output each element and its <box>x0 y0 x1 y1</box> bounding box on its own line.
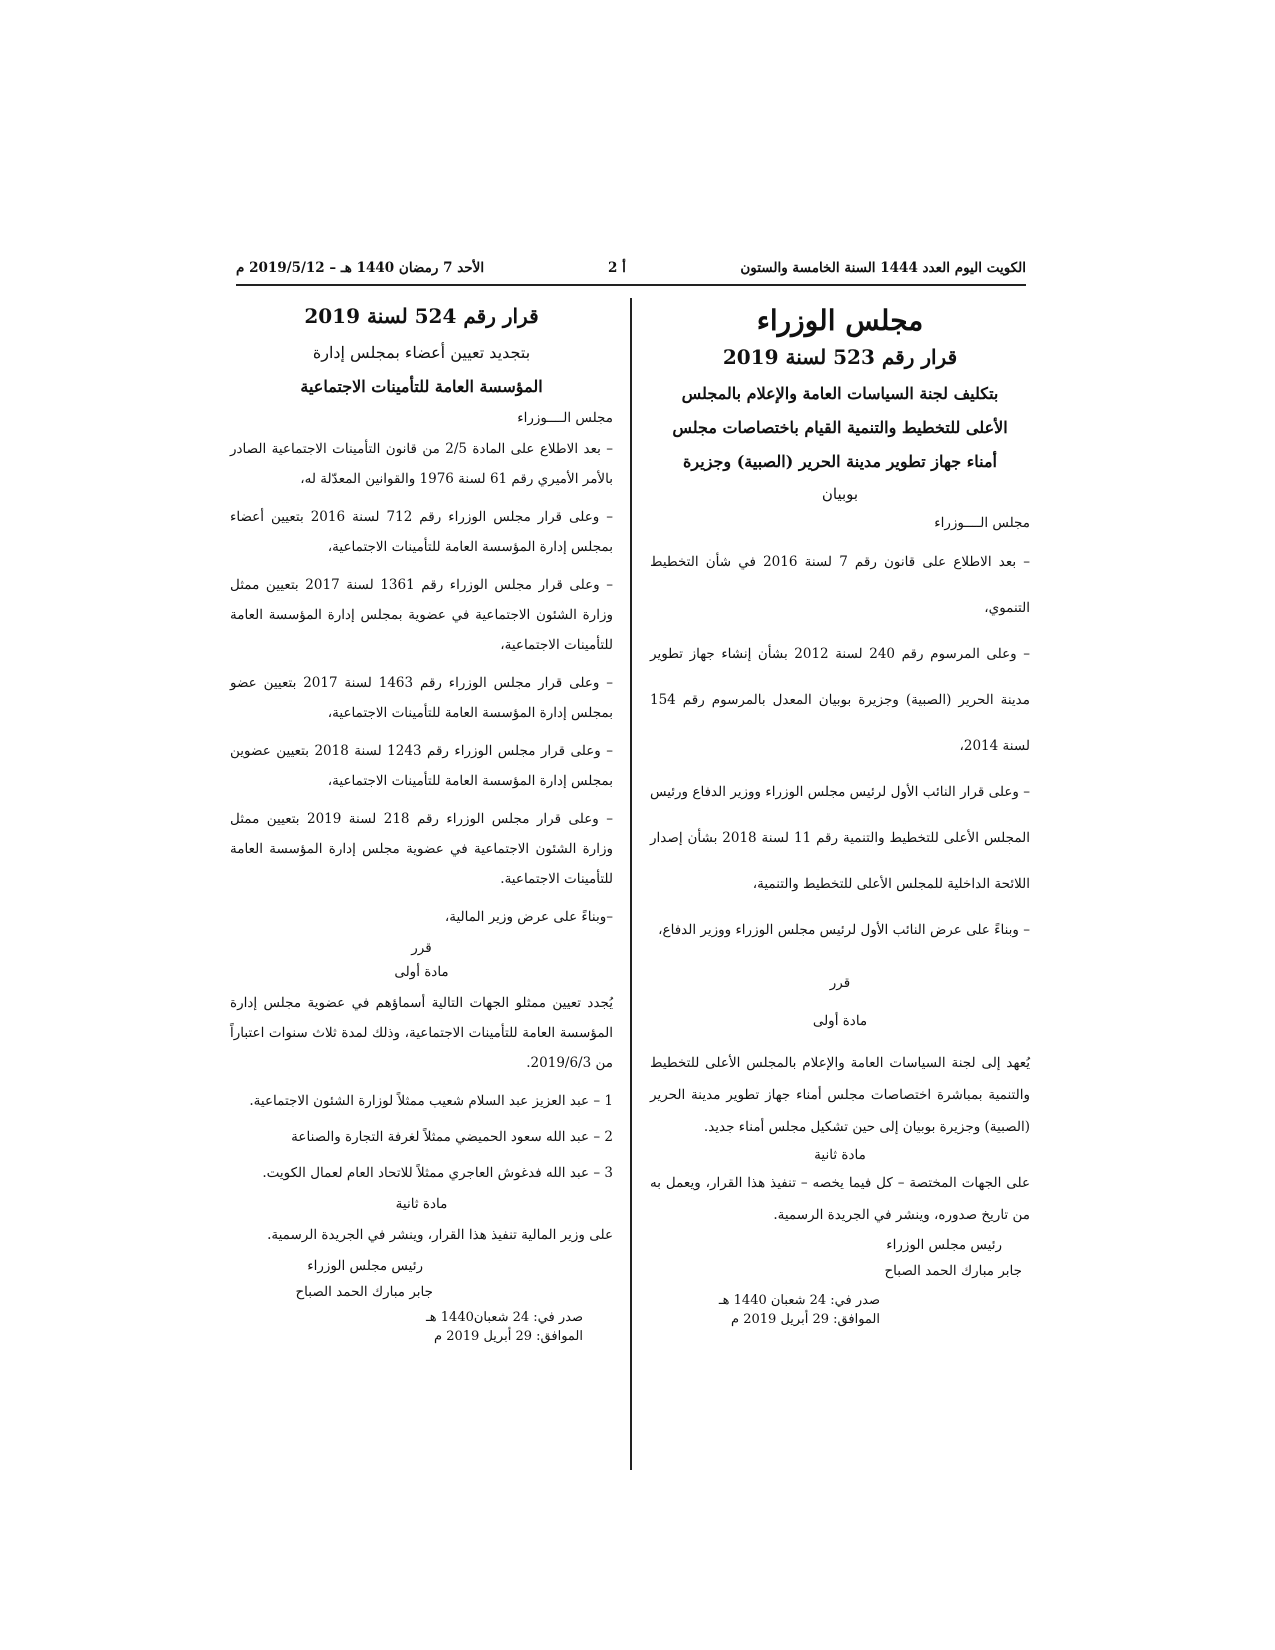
decided-label: قرر <box>829 975 851 991</box>
corresponding-date: الموافق: 29 أبريل 2019 م <box>731 1312 880 1327</box>
article-heading: مادة أولى <box>394 964 449 980</box>
decree-subject-line: المؤسسة العامة للتأمينات الاجتماعية <box>300 377 543 396</box>
article-text: على الجهات المختصة – كل فيما يخصه – تنفيذ هذا القرار، ويعمل به من تاريخ صدوره، وينشر في الجريدة الرسمية. <box>650 1175 1030 1223</box>
gazette-issue: الكويت اليوم العدد 1444 السنة الخامسة والستون <box>740 260 1026 276</box>
preamble: –وبناءً على عرض وزير المالية، <box>444 909 613 925</box>
council-label: مجلس الــــوزراء <box>934 515 1030 531</box>
preamble: – وعلى قرار مجلس الوزراء رقم 1463 لسنة 2017 بتعيين عضو بمجلس إدارة المؤسسة العامة للتأمينات الاجتماعية، <box>230 675 613 721</box>
preamble: – وعلى قرار النائب الأول لرئيس مجلس الوزراء ووزير الدفاع ورئيس المجلس الأعلى للتخطيط والتنمية رقم 11 لسنة 2018 بشأن إصدار اللائحة الداخلية للمجلس الأعلى للتخطيط والتنمية، <box>650 784 1031 892</box>
column-divider <box>630 298 632 1470</box>
decree-title: قرار رقم 524 لسنة 2019 <box>304 304 539 328</box>
preamble: – وعلى قرار مجلس الوزراء رقم 1361 لسنة 2017 بتعيين ممثل وزارة الشئون الاجتماعية في عضوية بمجلس إدارة المؤسسة العامة للتأمينات الاجتماعية، <box>230 577 613 653</box>
page-header <box>236 258 1026 282</box>
signer-name: جابر مبارك الحمد الصباح <box>884 1263 1022 1279</box>
signer-title: رئيس مجلس الوزراء <box>307 1258 423 1274</box>
article-heading: مادة ثانية <box>814 1147 866 1163</box>
preamble: – وعلى قرار مجلس الوزراء رقم 218 لسنة 2019 بتعيين ممثل وزارة الشئون الاجتماعية في عضوية مجلس إدارة المؤسسة العامة للتأمينات الاجتماعية. <box>230 811 613 887</box>
decree-subject-line: أمناء جهاز تطوير مدينة الحرير (الصبية) وجزيرة <box>683 452 997 471</box>
preamble: – وعلى قرار مجلس الوزراء رقم 712 لسنة 2016 بتعيين أعضاء بمجلس إدارة المؤسسة العامة للتأمينات الاجتماعية، <box>230 509 613 555</box>
article-heading: مادة أولى <box>812 1013 868 1029</box>
preamble: – بعد الاطلاع على قانون رقم 7 لسنة 2016 في شأن التخطيط التنموي، <box>650 554 1030 616</box>
signer-title: رئيس مجلس الوزراء <box>886 1237 1002 1253</box>
issued-date: صدر في: 24 شعبان1440 هـ <box>425 1310 583 1325</box>
article-text: على وزير المالية تنفيذ هذا القرار، وينشر في الجريدة الرسمية. <box>267 1227 613 1243</box>
header-rule <box>236 284 1026 286</box>
corresponding-date: الموافق: 29 أبريل 2019 م <box>434 1329 583 1344</box>
member-entry: 1 – عبد العزيز عبد السلام شعيب ممثلاً لوزارة الشئون الاجتماعية. <box>249 1093 613 1109</box>
left-column <box>230 300 613 1348</box>
decree-subject-line: بوبيان <box>821 485 859 503</box>
preamble: – وعلى المرسوم رقم 240 لسنة 2012 بشأن إنشاء جهاز تطوير مدينة الحرير (الصبية) وجزيرة بوبيان المعدل بالمرسوم رقم 154 لسنة 2014، <box>650 646 1031 754</box>
issue-date: الأحد 7 رمضان 1440 هـ – 2019/5/12 م <box>236 260 485 276</box>
member-entry: 3 – عبد الله فدغوش العاجري ممثلاً للاتحاد العام لعمال الكويت. <box>262 1165 613 1181</box>
preamble: – بعد الاطلاع على المادة 2/5 من قانون التأمينات الاجتماعية الصادر بالأمر الأميري رقم 61 لسنة 1976 والقوانين المعدّلة له، <box>230 441 613 487</box>
decree-subject-line: بتجديد تعيين أعضاء بمجلس إدارة <box>312 343 531 362</box>
article-text: يُعهد إلى لجنة السياسات العامة والإعلام بالمجلس الأعلى للتخطيط والتنمية بمباشرة اختصاصات مجلس أمناء جهاز تطوير مدينة الحرير (الصبية) وجزيرة بوبيان إلى حين تشكيل مجلس أمناء جديد. <box>650 1055 1030 1135</box>
section-heading: مجلس الوزراء <box>756 304 924 337</box>
issued-date: صدر في: 24 شعبان 1440 هـ <box>718 1293 880 1308</box>
preamble: – وعلى قرار مجلس الوزراء رقم 1243 لسنة 2018 بتعيين عضوين بمجلس إدارة المؤسسة العامة للتأمينات الاجتماعية، <box>230 743 613 789</box>
signer-name: جابر مبارك الحمد الصباح <box>295 1284 433 1300</box>
article-heading: مادة ثانية <box>395 1196 448 1212</box>
member-entry: 2 – عبد الله سعود الحميضي ممثلاً لغرفة التجارة والصناعة <box>291 1129 613 1145</box>
decree-subject-line: الأعلى للتخطيط والتنمية القيام باختصاصات مجلس <box>672 418 1008 437</box>
decree-subject-line: بتكليف لجنة السياسات العامة والإعلام بالمجلس <box>681 384 999 403</box>
council-label: مجلس الــــوزراء <box>517 410 613 426</box>
decided-label: قرر <box>411 940 432 956</box>
right-column <box>650 300 1030 1331</box>
article-text: يُجدد تعيين ممثلو الجهات التالية أسماؤهم في عضوية مجلس إدارة المؤسسة العامة للتأمينات الاجتماعية، وذلك لمدة ثلاث سنوات اعتباراً من 2019/6/3. <box>230 995 613 1071</box>
page-number: أ 2 <box>608 260 626 276</box>
preamble: – وبناءً على عرض النائب الأول لرئيس مجلس الوزراء ووزير الدفاع، <box>658 922 1030 938</box>
decree-title: قرار رقم 523 لسنة 2019 <box>722 345 958 369</box>
